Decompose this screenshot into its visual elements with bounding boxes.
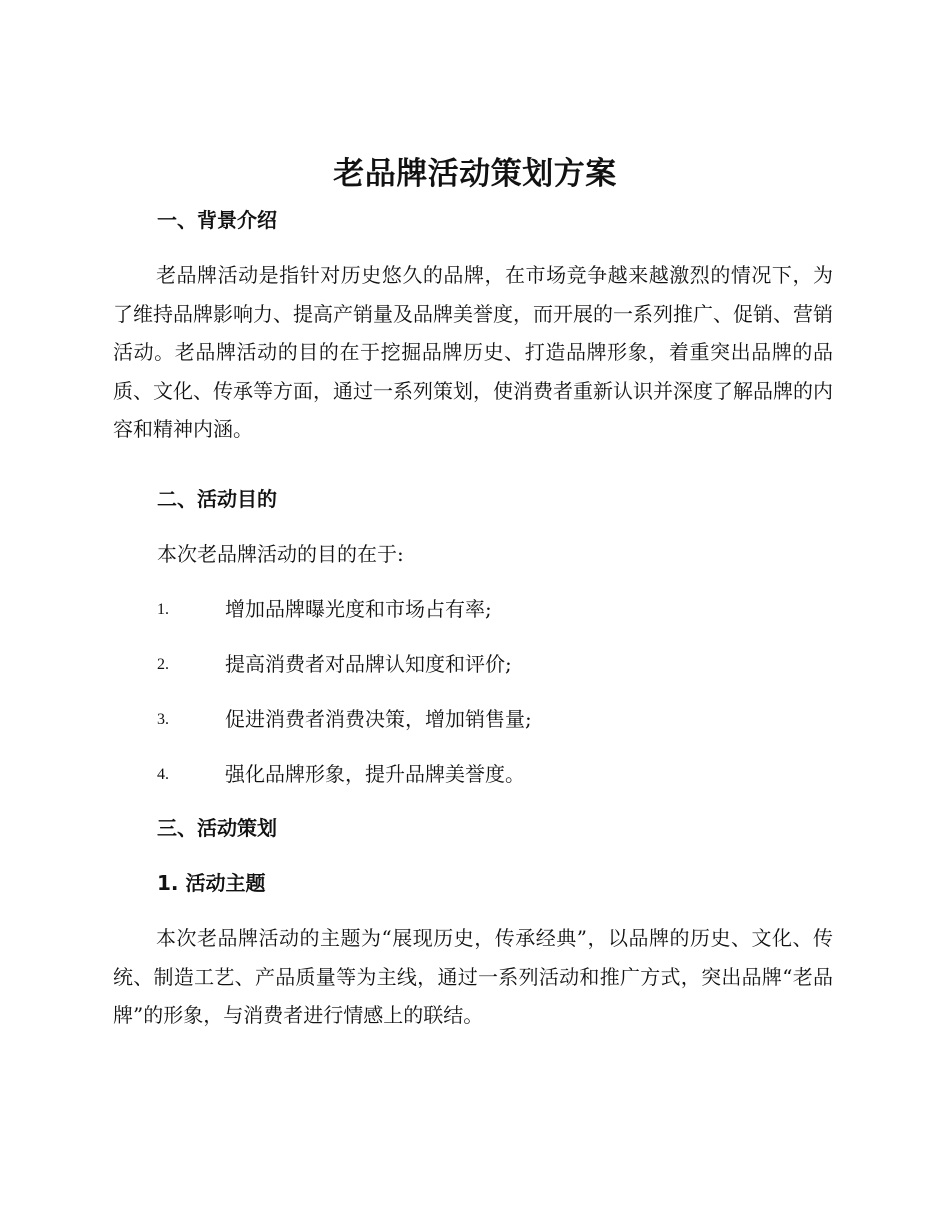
subsection-heading-theme: 1. 活动主题 [157, 871, 266, 895]
list-item-text: 强化品牌形象，提升品牌美誉度。 [225, 762, 525, 786]
list-item-text: 增加品牌曝光度和市场占有率; [225, 597, 492, 621]
list-item-number: 3. [157, 711, 169, 728]
list-item [157, 759, 837, 789]
purpose-intro: 本次老品牌活动的目的在于: [157, 542, 404, 566]
section-heading-planning: 三、活动策划 [157, 816, 277, 840]
list-item-number: 1. [157, 601, 169, 618]
theme-paragraph: 本次老品牌活动的主题为“展现历史，传承经典”，以品牌的历史、文化、传统、制造工艺、产品质量等为主线，通过一系列活动和推广方式，突出品牌“老品牌”的形象，与消费者进行情感上的联结。 [113, 926, 833, 1027]
list-item-number: 4. [157, 766, 169, 783]
list-item-text: 提高消费者对品牌认知度和评价; [225, 652, 512, 676]
list-item [157, 649, 837, 679]
list-item-number: 2. [157, 656, 169, 673]
section-heading-background: 一、背景介绍 [157, 208, 277, 232]
list-item [157, 704, 837, 734]
background-paragraph: 老品牌活动是指针对历史悠久的品牌，在市场竞争越来越激烈的情况下，为了维持品牌影响力、提高产销量及品牌美誉度，而开展的一系列推广、促销、营销活动。老品牌活动的目的在于挖掘品牌历史、打造品牌形象，着重突出品牌的品质、文化、传承等方面，通过一系列策划，使消费者重新认识并深度了解品牌的内容和精神内涵。 [113, 263, 833, 441]
document-title: 老品牌活动策划方案 [333, 156, 617, 192]
list-item [157, 594, 837, 624]
list-item-text: 促进消费者消费决策，增加销售量; [225, 707, 532, 731]
section-heading-purpose: 二、活动目的 [157, 487, 277, 511]
